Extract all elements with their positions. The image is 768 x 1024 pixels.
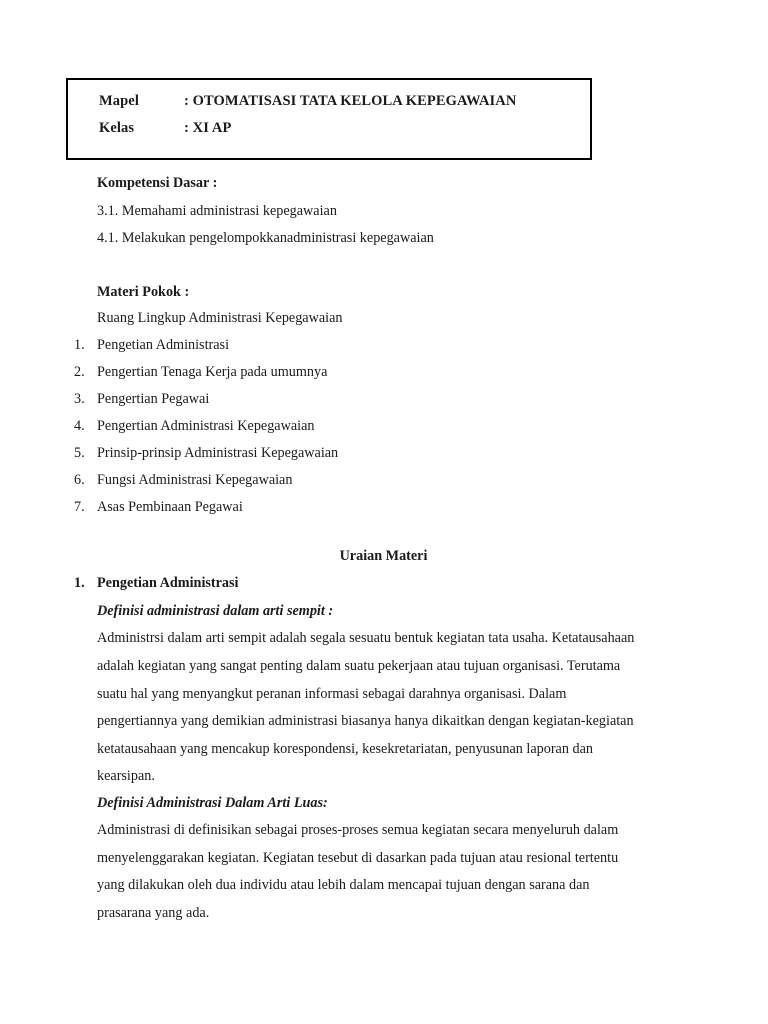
list-item-number: 3.	[74, 391, 85, 407]
header-value-mapel: : OTOMATISASI TATA KELOLA KEPEGAWAIAN	[184, 93, 517, 109]
paragraph-line: Administrsi dalam arti sempit adalah segala sesuatu bentuk kegiatan tata usaha. Ketatausahaan	[97, 630, 635, 646]
list-item-label: Pengertian Pegawai	[97, 391, 210, 407]
header-label-kelas: Kelas	[99, 120, 135, 136]
paragraph-line: kearsipan.	[97, 768, 155, 784]
paragraph-line: menyelenggarakan kegiatan. Kegiatan tesebut di dasarkan pada tujuan atau resional tertentu	[97, 850, 619, 866]
list-item-label: Pengertian Administrasi Kepegawaian	[97, 418, 315, 434]
paragraph-line: yang dilakukan oleh dua individu atau lebih dalam mencapai tujuan dengan sarana dan	[97, 877, 590, 893]
header-row-mapel	[99, 93, 516, 110]
list-item	[74, 338, 229, 352]
header-value-kelas: : XI AP	[184, 120, 232, 136]
list-item	[74, 473, 292, 487]
paragraph-line: adalah kegiatan yang sangat penting dalam suatu pekerjaan atau tujuan organisasi. Terutama	[97, 658, 621, 674]
kompetensi-dasar-heading: Kompetensi Dasar :	[97, 175, 218, 191]
subject-header-box	[66, 78, 592, 160]
list-item-number: 6.	[74, 472, 85, 488]
materi-pokok-subtitle: Ruang Lingkup Administrasi Kepegawaian	[97, 310, 343, 326]
list-item-number: 7.	[74, 499, 85, 515]
kompetensi-dasar-item-1: 3.1. Memahami administrasi kepegawaian	[97, 203, 337, 219]
paragraph-line: prasarana yang ada.	[97, 905, 210, 921]
header-label-mapel: Mapel	[99, 93, 139, 109]
list-item-number: 4.	[74, 418, 85, 434]
uraian-materi-heading: Uraian Materi	[339, 548, 428, 564]
list-item	[74, 500, 243, 514]
list-item-number: 1.	[74, 337, 85, 353]
list-item-label: Pengetian Administrasi	[97, 337, 230, 353]
list-item-number: 2.	[74, 364, 85, 380]
paragraph-line: pengertiannya yang demikian administrasi biasanya hanya dikaitkan dengan kegiatan-kegiatan	[97, 713, 634, 729]
header-row-kelas	[99, 120, 231, 137]
list-item	[74, 365, 327, 379]
definisi-sempit-subheading: Definisi administrasi dalam arti sempit :	[97, 603, 334, 619]
section-number: 1.	[74, 575, 85, 591]
uraian-materi-section-1	[74, 576, 239, 590]
list-item-number: 5.	[74, 445, 85, 461]
kompetensi-dasar-item-2: 4.1. Melakukan pengelompokkanadministrasi kepegawaian	[97, 230, 434, 246]
paragraph-line: Administrasi di definisikan sebagai proses-proses semua kegiatan secara menyeluruh dalam	[97, 822, 619, 838]
list-item	[74, 446, 338, 460]
list-item-label: Fungsi Administrasi Kepegawaian	[97, 472, 293, 488]
paragraph-line: suatu hal yang menyangkut peranan informasi sebagai darahnya organisasi. Dalam	[97, 686, 567, 702]
definisi-luas-subheading: Definisi Administrasi Dalam Arti Luas:	[97, 795, 328, 811]
list-item	[74, 419, 314, 433]
list-item-label: Pengertian Tenaga Kerja pada umumnya	[97, 364, 328, 380]
paragraph-line: ketatausahaan yang mencakup korespondensi, kesekretariatan, penyusunan laporan dan	[97, 741, 593, 757]
list-item-label: Prinsip-prinsip Administrasi Kepegawaian	[97, 445, 339, 461]
list-item	[74, 392, 209, 406]
section-title: Pengetian Administrasi	[97, 575, 239, 591]
materi-pokok-heading: Materi Pokok :	[97, 284, 190, 300]
list-item-label: Asas Pembinaan Pegawai	[97, 499, 243, 515]
